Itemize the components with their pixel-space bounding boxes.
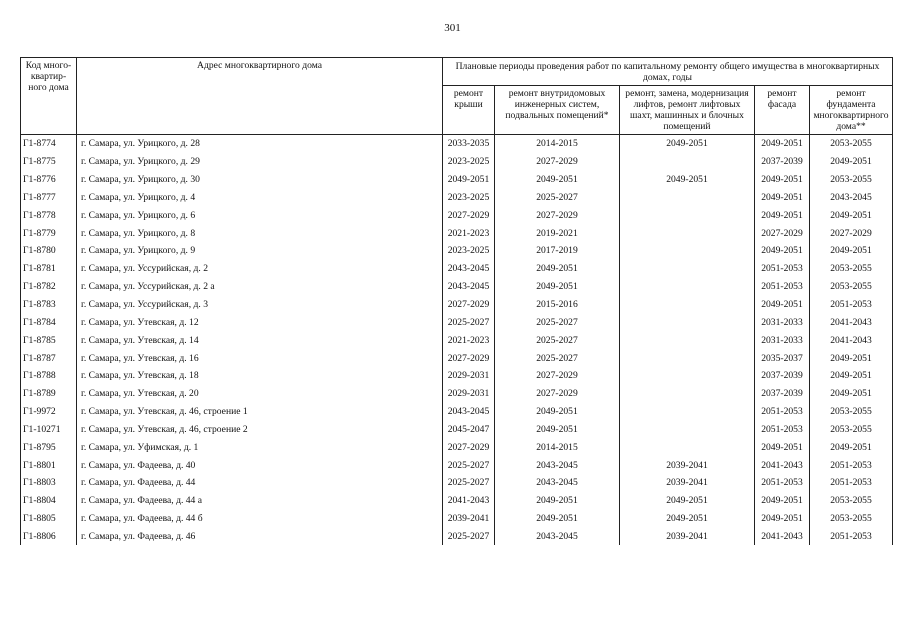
header-address: Адрес многоквартирного дома (77, 58, 443, 135)
cell-foundation: 2049-2051 (810, 385, 893, 403)
cell-code: Г1-8806 (21, 528, 77, 546)
cell-facade: 2035-2037 (755, 349, 810, 367)
cell-code: Г1-9972 (21, 403, 77, 421)
cell-foundation: 2053-2055 (810, 135, 893, 153)
cell-address: г. Самара, ул. Утевская, д. 46, строение 1 (77, 403, 443, 421)
cell-foundation: 2051-2053 (810, 474, 893, 492)
cell-foundation: 2049-2051 (810, 438, 893, 456)
cell-code: Г1-8779 (21, 224, 77, 242)
cell-elevators (620, 421, 755, 439)
cell-code: Г1-8795 (21, 438, 77, 456)
cell-engineering: 2014-2015 (495, 135, 620, 153)
cell-elevators: 2039-2041 (620, 456, 755, 474)
cell-foundation: 2049-2051 (810, 349, 893, 367)
cell-engineering: 2049-2051 (495, 510, 620, 528)
cell-address: г. Самара, ул. Уссурийская, д. 3 (77, 296, 443, 314)
cell-address: г. Самара, ул. Уссурийская, д. 2 а (77, 278, 443, 296)
cell-address: г. Самара, ул. Утевская, д. 14 (77, 331, 443, 349)
cell-address: г. Самара, ул. Уфимская, д. 1 (77, 438, 443, 456)
header-roof: ремонт крыши (443, 86, 495, 135)
table-row (21, 296, 893, 314)
cell-facade: 2051-2053 (755, 421, 810, 439)
cell-engineering: 2027-2029 (495, 153, 620, 171)
cell-foundation: 2041-2043 (810, 313, 893, 331)
cell-code: Г1-8780 (21, 242, 77, 260)
cell-foundation: 2027-2029 (810, 224, 893, 242)
cell-code: Г1-8781 (21, 260, 77, 278)
table-row (21, 421, 893, 439)
table-row (21, 189, 893, 207)
cell-engineering: 2025-2027 (495, 313, 620, 331)
cell-roof: 2027-2029 (443, 296, 495, 314)
cell-engineering: 2049-2051 (495, 278, 620, 296)
cell-code: Г1-8783 (21, 296, 77, 314)
cell-foundation: 2051-2053 (810, 456, 893, 474)
cell-roof: 2023-2025 (443, 153, 495, 171)
cell-foundation: 2053-2055 (810, 260, 893, 278)
cell-code: Г1-8782 (21, 278, 77, 296)
cell-roof: 2029-2031 (443, 385, 495, 403)
cell-elevators: 2039-2041 (620, 528, 755, 546)
cell-code: Г1-8774 (21, 135, 77, 153)
cell-elevators: 2049-2051 (620, 135, 755, 153)
cell-address: г. Самара, ул. Урицкого, д. 9 (77, 242, 443, 260)
table-row (21, 492, 893, 510)
cell-foundation: 2053-2055 (810, 421, 893, 439)
cell-elevators: 2049-2051 (620, 492, 755, 510)
cell-foundation: 2053-2055 (810, 171, 893, 189)
cell-engineering: 2025-2027 (495, 331, 620, 349)
table-row (21, 510, 893, 528)
cell-facade: 2051-2053 (755, 260, 810, 278)
cell-engineering: 2027-2029 (495, 385, 620, 403)
cell-foundation: 2051-2053 (810, 528, 893, 546)
cell-elevators (620, 206, 755, 224)
cell-engineering: 2049-2051 (495, 171, 620, 189)
cell-code: Г1-8805 (21, 510, 77, 528)
cell-engineering: 2049-2051 (495, 492, 620, 510)
cell-engineering: 2027-2029 (495, 206, 620, 224)
cell-engineering: 2015-2016 (495, 296, 620, 314)
cell-address: г. Самара, ул. Урицкого, д. 28 (77, 135, 443, 153)
cell-code: Г1-8787 (21, 349, 77, 367)
cell-elevators: 2049-2051 (620, 171, 755, 189)
cell-facade: 2049-2051 (755, 510, 810, 528)
cell-facade: 2049-2051 (755, 135, 810, 153)
cell-facade: 2027-2029 (755, 224, 810, 242)
cell-code: Г1-8775 (21, 153, 77, 171)
cell-address: г. Самара, ул. Урицкого, д. 6 (77, 206, 443, 224)
cell-roof: 2021-2023 (443, 331, 495, 349)
cell-elevators (620, 313, 755, 331)
cell-facade: 2037-2039 (755, 153, 810, 171)
cell-address: г. Самара, ул. Уссурийская, д. 2 (77, 260, 443, 278)
cell-code: Г1-8789 (21, 385, 77, 403)
header-foundation: ремонт фундамента многоквартирного дома** (810, 86, 893, 135)
table-row (21, 135, 893, 153)
cell-elevators (620, 331, 755, 349)
cell-foundation: 2051-2053 (810, 296, 893, 314)
table-row (21, 438, 893, 456)
header-elevators: ремонт, замена, модернизация лифтов, ремонт лифтовых шахт, машинных и блочных помещений (620, 86, 755, 135)
cell-facade: 2049-2051 (755, 171, 810, 189)
cell-address: г. Самара, ул. Утевская, д. 20 (77, 385, 443, 403)
cell-roof: 2025-2027 (443, 456, 495, 474)
cell-elevators (620, 260, 755, 278)
cell-engineering: 2014-2015 (495, 438, 620, 456)
cell-address: г. Самара, ул. Урицкого, д. 8 (77, 224, 443, 242)
cell-facade: 2051-2053 (755, 474, 810, 492)
cell-facade: 2037-2039 (755, 367, 810, 385)
table-row (21, 206, 893, 224)
cell-engineering: 2017-2019 (495, 242, 620, 260)
cell-code: Г1-8776 (21, 171, 77, 189)
header-code: Код много-квартир-ного дома (21, 58, 77, 135)
cell-roof: 2033-2035 (443, 135, 495, 153)
cell-elevators (620, 278, 755, 296)
cell-address: г. Самара, ул. Фадеева, д. 40 (77, 456, 443, 474)
cell-facade: 2049-2051 (755, 206, 810, 224)
cell-engineering: 2019-2021 (495, 224, 620, 242)
cell-roof: 2043-2045 (443, 403, 495, 421)
table-row (21, 456, 893, 474)
cell-engineering: 2043-2045 (495, 474, 620, 492)
cell-code: Г1-10271 (21, 421, 77, 439)
cell-engineering: 2025-2027 (495, 349, 620, 367)
table-row (21, 331, 893, 349)
page-number: 301 (444, 22, 461, 34)
cell-facade: 2049-2051 (755, 296, 810, 314)
cell-code: Г1-8778 (21, 206, 77, 224)
cell-facade: 2041-2043 (755, 528, 810, 546)
cell-elevators: 2049-2051 (620, 510, 755, 528)
cell-foundation: 2053-2055 (810, 492, 893, 510)
table-row (21, 171, 893, 189)
cell-engineering: 2049-2051 (495, 421, 620, 439)
cell-foundation: 2049-2051 (810, 242, 893, 260)
cell-elevators: 2039-2041 (620, 474, 755, 492)
cell-facade: 2049-2051 (755, 438, 810, 456)
cell-facade: 2041-2043 (755, 456, 810, 474)
cell-foundation: 2049-2051 (810, 367, 893, 385)
cell-roof: 2041-2043 (443, 492, 495, 510)
cell-elevators (620, 242, 755, 260)
table-row (21, 260, 893, 278)
cell-code: Г1-8803 (21, 474, 77, 492)
cell-elevators (620, 296, 755, 314)
cell-facade: 2051-2053 (755, 278, 810, 296)
cell-foundation: 2053-2055 (810, 510, 893, 528)
cell-facade: 2051-2053 (755, 403, 810, 421)
cell-elevators (620, 367, 755, 385)
table-row (21, 313, 893, 331)
cell-foundation: 2049-2051 (810, 206, 893, 224)
table-body (21, 135, 893, 546)
cell-elevators (620, 153, 755, 171)
cell-roof: 2025-2027 (443, 313, 495, 331)
cell-address: г. Самара, ул. Урицкого, д. 4 (77, 189, 443, 207)
cell-roof: 2023-2025 (443, 189, 495, 207)
cell-facade: 2049-2051 (755, 242, 810, 260)
cell-facade: 2031-2033 (755, 331, 810, 349)
cell-address: г. Самара, ул. Фадеева, д. 46 (77, 528, 443, 546)
cell-address: г. Самара, ул. Фадеева, д. 44 (77, 474, 443, 492)
cell-elevators (620, 349, 755, 367)
cell-engineering: 2049-2051 (495, 403, 620, 421)
cell-roof: 2027-2029 (443, 438, 495, 456)
cell-elevators (620, 438, 755, 456)
table-row (21, 385, 893, 403)
cell-roof: 2045-2047 (443, 421, 495, 439)
cell-facade: 2037-2039 (755, 385, 810, 403)
cell-foundation: 2049-2051 (810, 153, 893, 171)
cell-roof: 2025-2027 (443, 474, 495, 492)
cell-address: г. Самара, ул. Утевская, д. 18 (77, 367, 443, 385)
cell-code: Г1-8801 (21, 456, 77, 474)
cell-engineering: 2049-2051 (495, 260, 620, 278)
cell-engineering: 2025-2027 (495, 189, 620, 207)
cell-roof: 2021-2023 (443, 224, 495, 242)
cell-address: г. Самара, ул. Утевская, д. 12 (77, 313, 443, 331)
cell-foundation: 2043-2045 (810, 189, 893, 207)
cell-roof: 2023-2025 (443, 242, 495, 260)
cell-address: г. Самара, ул. Урицкого, д. 30 (77, 171, 443, 189)
cell-engineering: 2027-2029 (495, 367, 620, 385)
cell-address: г. Самара, ул. Утевская, д. 16 (77, 349, 443, 367)
header-engineering: ремонт внутридомовых инженерных систем, подвальных помещений* (495, 86, 620, 135)
cell-facade: 2049-2051 (755, 492, 810, 510)
cell-code: Г1-8777 (21, 189, 77, 207)
table-row (21, 349, 893, 367)
header-planned-periods: Плановые периоды проведения работ по капитальному ремонту общего имущества в многоквартирных домах, годы (443, 58, 893, 86)
table-row (21, 278, 893, 296)
capital-repair-schedule-table (20, 57, 893, 545)
cell-roof: 2043-2045 (443, 260, 495, 278)
cell-foundation: 2053-2055 (810, 403, 893, 421)
cell-roof: 2049-2051 (443, 171, 495, 189)
cell-elevators (620, 224, 755, 242)
table-row (21, 242, 893, 260)
table-row (21, 528, 893, 546)
cell-code: Г1-8804 (21, 492, 77, 510)
cell-elevators (620, 189, 755, 207)
cell-roof: 2029-2031 (443, 367, 495, 385)
table-header-row (21, 58, 893, 86)
table-row (21, 474, 893, 492)
cell-roof: 2039-2041 (443, 510, 495, 528)
cell-code: Г1-8785 (21, 331, 77, 349)
table-row (21, 153, 893, 171)
cell-address: г. Самара, ул. Фадеева, д. 44 а (77, 492, 443, 510)
cell-address: г. Самара, ул. Утевская, д. 46, строение 2 (77, 421, 443, 439)
table-row (21, 224, 893, 242)
cell-roof: 2027-2029 (443, 206, 495, 224)
cell-elevators (620, 385, 755, 403)
cell-code: Г1-8784 (21, 313, 77, 331)
table-row (21, 367, 893, 385)
cell-code: Г1-8788 (21, 367, 77, 385)
cell-foundation: 2041-2043 (810, 331, 893, 349)
cell-roof: 2025-2027 (443, 528, 495, 546)
cell-facade: 2049-2051 (755, 189, 810, 207)
cell-engineering: 2043-2045 (495, 456, 620, 474)
table-row (21, 403, 893, 421)
cell-foundation: 2053-2055 (810, 278, 893, 296)
cell-address: г. Самара, ул. Фадеева, д. 44 б (77, 510, 443, 528)
header-facade: ремонт фасада (755, 86, 810, 135)
cell-roof: 2027-2029 (443, 349, 495, 367)
cell-engineering: 2043-2045 (495, 528, 620, 546)
cell-elevators (620, 403, 755, 421)
cell-roof: 2043-2045 (443, 278, 495, 296)
cell-address: г. Самара, ул. Урицкого, д. 29 (77, 153, 443, 171)
cell-facade: 2031-2033 (755, 313, 810, 331)
